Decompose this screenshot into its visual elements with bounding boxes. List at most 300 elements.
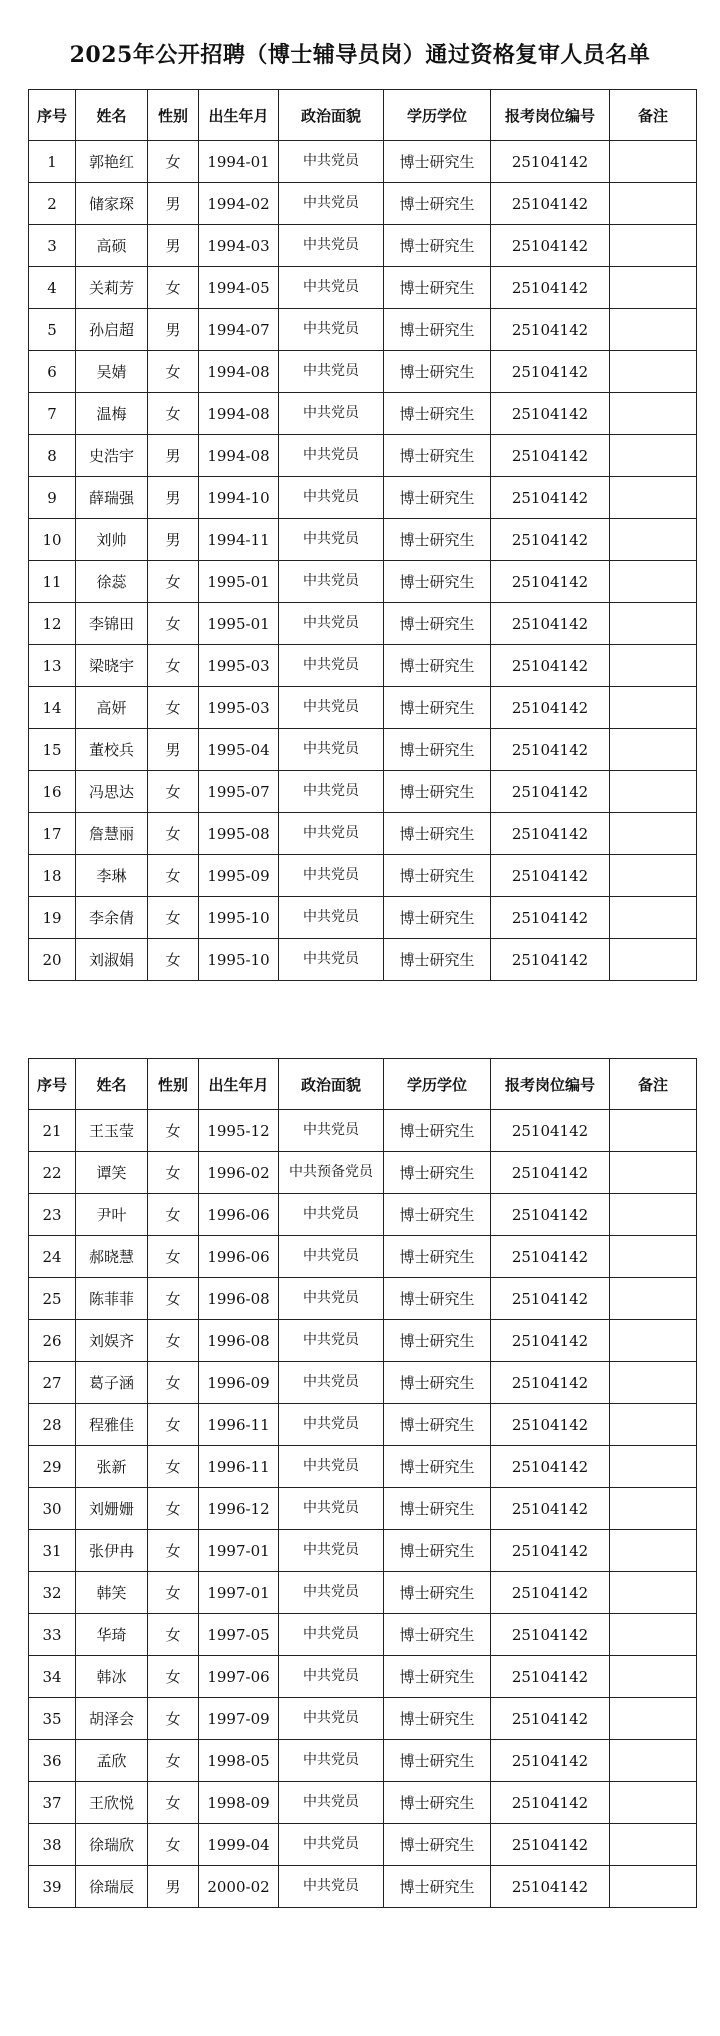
- cell-col-name: 王欣悦: [76, 1782, 148, 1824]
- table-row: [29, 603, 697, 645]
- cell-col-remark: [610, 939, 697, 981]
- cell-col-remark: [610, 561, 697, 603]
- cell-col-remark: [610, 771, 697, 813]
- cell-col-degree: 博士研究生: [384, 1698, 491, 1740]
- cell-col-name: 谭笑: [76, 1152, 148, 1194]
- cell-col-remark: [610, 1572, 697, 1614]
- cell-col-political: 中共党员: [279, 141, 384, 183]
- table-row: [29, 393, 697, 435]
- cell-col-index: 11: [29, 561, 76, 603]
- cell-col-gender: 女: [148, 1110, 199, 1152]
- cell-col-post-code: 25104142: [491, 1446, 610, 1488]
- cell-col-index: 34: [29, 1656, 76, 1698]
- cell-col-name: 刘娱齐: [76, 1320, 148, 1362]
- cell-col-gender: 女: [148, 393, 199, 435]
- cell-col-index: 37: [29, 1782, 76, 1824]
- header-col-degree: 学历学位: [384, 1059, 491, 1110]
- cell-col-name: 李琳: [76, 855, 148, 897]
- table-row: [29, 309, 697, 351]
- cell-col-index: 6: [29, 351, 76, 393]
- cell-col-political: 中共党员: [279, 813, 384, 855]
- cell-col-remark: [610, 1740, 697, 1782]
- cell-col-political: 中共党员: [279, 687, 384, 729]
- cell-col-degree: 博士研究生: [384, 519, 491, 561]
- cell-col-political: 中共党员: [279, 603, 384, 645]
- cell-col-gender: 女: [148, 1488, 199, 1530]
- table-row: [29, 351, 697, 393]
- cell-col-degree: 博士研究生: [384, 435, 491, 477]
- cell-col-political: 中共党员: [279, 183, 384, 225]
- cell-col-post-code: 25104142: [491, 1236, 610, 1278]
- cell-col-name: 程雅佳: [76, 1404, 148, 1446]
- cell-col-remark: [610, 1656, 697, 1698]
- table-row: [29, 1866, 697, 1908]
- cell-col-birth: 1995-03: [199, 687, 279, 729]
- cell-col-degree: 博士研究生: [384, 813, 491, 855]
- cell-col-gender: 女: [148, 855, 199, 897]
- cell-col-birth: 1996-11: [199, 1404, 279, 1446]
- cell-col-index: 14: [29, 687, 76, 729]
- cell-col-remark: [610, 645, 697, 687]
- cell-col-political: 中共党员: [279, 1320, 384, 1362]
- cell-col-birth: 1995-12: [199, 1110, 279, 1152]
- cell-col-post-code: 25104142: [491, 183, 610, 225]
- header-col-political: 政治面貌: [279, 90, 384, 141]
- cell-col-remark: [610, 309, 697, 351]
- cell-col-gender: 男: [148, 435, 199, 477]
- cell-col-index: 36: [29, 1740, 76, 1782]
- cell-col-post-code: 25104142: [491, 1824, 610, 1866]
- cell-col-birth: 1995-01: [199, 561, 279, 603]
- cell-col-birth: 1994-08: [199, 435, 279, 477]
- cell-col-degree: 博士研究生: [384, 771, 491, 813]
- table-row: [29, 729, 697, 771]
- cell-col-political: 中共党员: [279, 1572, 384, 1614]
- cell-col-birth: 1995-07: [199, 771, 279, 813]
- table-header-row: [29, 1059, 697, 1110]
- cell-col-birth: 1996-06: [199, 1236, 279, 1278]
- table-row: [29, 771, 697, 813]
- cell-col-gender: 男: [148, 183, 199, 225]
- cell-col-political: 中共党员: [279, 225, 384, 267]
- cell-col-name: 孟欣: [76, 1740, 148, 1782]
- cell-col-degree: 博士研究生: [384, 351, 491, 393]
- cell-col-index: 19: [29, 897, 76, 939]
- cell-col-post-code: 25104142: [491, 225, 610, 267]
- table-row: [29, 477, 697, 519]
- cell-col-political: 中共党员: [279, 1698, 384, 1740]
- cell-col-degree: 博士研究生: [384, 1572, 491, 1614]
- cell-col-political: 中共党员: [279, 435, 384, 477]
- cell-col-name: 王玉莹: [76, 1110, 148, 1152]
- cell-col-index: 18: [29, 855, 76, 897]
- cell-col-birth: 1997-09: [199, 1698, 279, 1740]
- cell-col-birth: 2000-02: [199, 1866, 279, 1908]
- cell-col-gender: 女: [148, 267, 199, 309]
- cell-col-remark: [610, 183, 697, 225]
- cell-col-name: 张新: [76, 1446, 148, 1488]
- cell-col-birth: 1996-06: [199, 1194, 279, 1236]
- cell-col-birth: 1996-11: [199, 1446, 279, 1488]
- cell-col-degree: 博士研究生: [384, 1530, 491, 1572]
- cell-col-political: 中共党员: [279, 1488, 384, 1530]
- cell-col-post-code: 25104142: [491, 729, 610, 771]
- cell-col-post-code: 25104142: [491, 1740, 610, 1782]
- candidate-table-2: [28, 1058, 697, 1908]
- cell-col-post-code: 25104142: [491, 309, 610, 351]
- cell-col-gender: 女: [148, 1656, 199, 1698]
- header-col-gender: 性别: [148, 90, 199, 141]
- cell-col-name: 储家琛: [76, 183, 148, 225]
- table-row: [29, 1194, 697, 1236]
- cell-col-remark: [610, 477, 697, 519]
- cell-col-name: 高妍: [76, 687, 148, 729]
- cell-col-gender: 女: [148, 1446, 199, 1488]
- cell-col-political: 中共党员: [279, 855, 384, 897]
- cell-col-birth: 1994-11: [199, 519, 279, 561]
- cell-col-name: 高硕: [76, 225, 148, 267]
- cell-col-remark: [610, 1824, 697, 1866]
- cell-col-gender: 女: [148, 1572, 199, 1614]
- cell-col-remark: [610, 1866, 697, 1908]
- cell-col-post-code: 25104142: [491, 1404, 610, 1446]
- table-row: [29, 1656, 697, 1698]
- cell-col-remark: [610, 141, 697, 183]
- cell-col-political: 中共预备党员: [279, 1152, 384, 1194]
- cell-col-index: 5: [29, 309, 76, 351]
- cell-col-remark: [610, 1152, 697, 1194]
- cell-col-degree: 博士研究生: [384, 855, 491, 897]
- cell-col-name: 关莉芳: [76, 267, 148, 309]
- cell-col-political: 中共党员: [279, 1656, 384, 1698]
- cell-col-index: 25: [29, 1278, 76, 1320]
- table-row: [29, 1404, 697, 1446]
- cell-col-political: 中共党员: [279, 1740, 384, 1782]
- cell-col-birth: 1995-09: [199, 855, 279, 897]
- cell-col-name: 徐瑞欣: [76, 1824, 148, 1866]
- cell-col-degree: 博士研究生: [384, 225, 491, 267]
- cell-col-index: 33: [29, 1614, 76, 1656]
- table-row: [29, 1824, 697, 1866]
- cell-col-gender: 男: [148, 225, 199, 267]
- cell-col-name: 梁晓宇: [76, 645, 148, 687]
- cell-col-index: 7: [29, 393, 76, 435]
- cell-col-index: 27: [29, 1362, 76, 1404]
- header-col-post-code: 报考岗位编号: [491, 90, 610, 141]
- header-col-degree: 学历学位: [384, 90, 491, 141]
- table-header-row: [29, 90, 697, 141]
- cell-col-index: 9: [29, 477, 76, 519]
- cell-col-degree: 博士研究生: [384, 1362, 491, 1404]
- cell-col-birth: 1995-08: [199, 813, 279, 855]
- cell-col-index: 12: [29, 603, 76, 645]
- cell-col-gender: 女: [148, 1236, 199, 1278]
- cell-col-index: 35: [29, 1698, 76, 1740]
- cell-col-name: 刘帅: [76, 519, 148, 561]
- cell-col-birth: 1998-05: [199, 1740, 279, 1782]
- cell-col-name: 郭艳红: [76, 141, 148, 183]
- cell-col-name: 刘淑娟: [76, 939, 148, 981]
- cell-col-political: 中共党员: [279, 1194, 384, 1236]
- table-row: [29, 855, 697, 897]
- cell-col-gender: 女: [148, 645, 199, 687]
- cell-col-degree: 博士研究生: [384, 477, 491, 519]
- cell-col-index: 2: [29, 183, 76, 225]
- cell-col-post-code: 25104142: [491, 1572, 610, 1614]
- header-col-birth: 出生年月: [199, 1059, 279, 1110]
- cell-col-political: 中共党员: [279, 309, 384, 351]
- cell-col-birth: 1997-06: [199, 1656, 279, 1698]
- cell-col-index: 15: [29, 729, 76, 771]
- cell-col-degree: 博士研究生: [384, 939, 491, 981]
- cell-col-post-code: 25104142: [491, 939, 610, 981]
- cell-col-post-code: 25104142: [491, 1110, 610, 1152]
- cell-col-remark: [610, 1320, 697, 1362]
- cell-col-degree: 博士研究生: [384, 1740, 491, 1782]
- cell-col-index: 28: [29, 1404, 76, 1446]
- cell-col-degree: 博士研究生: [384, 1656, 491, 1698]
- cell-col-gender: 男: [148, 729, 199, 771]
- cell-col-index: 1: [29, 141, 76, 183]
- table-row: [29, 687, 697, 729]
- cell-col-degree: 博士研究生: [384, 309, 491, 351]
- cell-col-birth: 1994-08: [199, 351, 279, 393]
- cell-col-name: 徐蕊: [76, 561, 148, 603]
- cell-col-index: 10: [29, 519, 76, 561]
- cell-col-gender: 女: [148, 813, 199, 855]
- cell-col-post-code: 25104142: [491, 1530, 610, 1572]
- cell-col-name: 胡泽会: [76, 1698, 148, 1740]
- cell-col-remark: [610, 855, 697, 897]
- cell-col-index: 22: [29, 1152, 76, 1194]
- cell-col-degree: 博士研究生: [384, 1488, 491, 1530]
- cell-col-degree: 博士研究生: [384, 1236, 491, 1278]
- cell-col-remark: [610, 435, 697, 477]
- cell-col-gender: 女: [148, 1698, 199, 1740]
- cell-col-political: 中共党员: [279, 267, 384, 309]
- cell-col-political: 中共党员: [279, 771, 384, 813]
- cell-col-birth: 1996-02: [199, 1152, 279, 1194]
- cell-col-birth: 1994-02: [199, 183, 279, 225]
- cell-col-degree: 博士研究生: [384, 1110, 491, 1152]
- cell-col-post-code: 25104142: [491, 1866, 610, 1908]
- cell-col-post-code: 25104142: [491, 1782, 610, 1824]
- cell-col-birth: 1996-12: [199, 1488, 279, 1530]
- cell-col-post-code: 25104142: [491, 897, 610, 939]
- cell-col-birth: 1995-04: [199, 729, 279, 771]
- cell-col-degree: 博士研究生: [384, 561, 491, 603]
- cell-col-birth: 1994-05: [199, 267, 279, 309]
- table-row: [29, 939, 697, 981]
- cell-col-birth: 1995-03: [199, 645, 279, 687]
- cell-col-index: 39: [29, 1866, 76, 1908]
- cell-col-index: 26: [29, 1320, 76, 1362]
- cell-col-political: 中共党员: [279, 1782, 384, 1824]
- cell-col-birth: 1994-01: [199, 141, 279, 183]
- cell-col-gender: 女: [148, 1362, 199, 1404]
- cell-col-birth: 1994-03: [199, 225, 279, 267]
- table-row: [29, 813, 697, 855]
- header-col-name: 姓名: [76, 1059, 148, 1110]
- cell-col-political: 中共党员: [279, 729, 384, 771]
- cell-col-political: 中共党员: [279, 1446, 384, 1488]
- cell-col-gender: 女: [148, 1530, 199, 1572]
- cell-col-name: 华琦: [76, 1614, 148, 1656]
- cell-col-birth: 1996-09: [199, 1362, 279, 1404]
- cell-col-post-code: 25104142: [491, 435, 610, 477]
- table-row: [29, 1446, 697, 1488]
- cell-col-gender: 男: [148, 1866, 199, 1908]
- cell-col-post-code: 25104142: [491, 1320, 610, 1362]
- cell-col-name: 刘姗姗: [76, 1488, 148, 1530]
- cell-col-name: 葛子涵: [76, 1362, 148, 1404]
- cell-col-post-code: 25104142: [491, 1152, 610, 1194]
- cell-col-political: 中共党员: [279, 1362, 384, 1404]
- cell-col-gender: 女: [148, 771, 199, 813]
- cell-col-degree: 博士研究生: [384, 1446, 491, 1488]
- header-col-name: 姓名: [76, 90, 148, 141]
- header-col-index: 序号: [29, 90, 76, 141]
- cell-col-name: 董校兵: [76, 729, 148, 771]
- cell-col-post-code: 25104142: [491, 687, 610, 729]
- table-row: [29, 1320, 697, 1362]
- cell-col-remark: [610, 603, 697, 645]
- cell-col-political: 中共党员: [279, 1530, 384, 1572]
- header-col-birth: 出生年月: [199, 90, 279, 141]
- cell-col-birth: 1997-01: [199, 1530, 279, 1572]
- table-row: [29, 141, 697, 183]
- cell-col-gender: 女: [148, 603, 199, 645]
- cell-col-political: 中共党员: [279, 393, 384, 435]
- cell-col-political: 中共党员: [279, 1614, 384, 1656]
- cell-col-political: 中共党员: [279, 1110, 384, 1152]
- cell-col-name: 詹慧丽: [76, 813, 148, 855]
- table-row: [29, 1236, 697, 1278]
- table-row: [29, 1110, 697, 1152]
- cell-col-political: 中共党员: [279, 561, 384, 603]
- cell-col-remark: [610, 1782, 697, 1824]
- cell-col-gender: 女: [148, 1194, 199, 1236]
- cell-col-post-code: 25104142: [491, 1488, 610, 1530]
- cell-col-remark: [610, 1698, 697, 1740]
- candidate-table-1: [28, 89, 697, 981]
- cell-col-political: 中共党员: [279, 1866, 384, 1908]
- cell-col-remark: [610, 897, 697, 939]
- cell-col-remark: [610, 267, 697, 309]
- cell-col-degree: 博士研究生: [384, 141, 491, 183]
- cell-col-gender: 女: [148, 351, 199, 393]
- cell-col-post-code: 25104142: [491, 267, 610, 309]
- cell-col-remark: [610, 1446, 697, 1488]
- cell-col-index: 30: [29, 1488, 76, 1530]
- cell-col-gender: 女: [148, 1782, 199, 1824]
- cell-col-gender: 女: [148, 561, 199, 603]
- cell-col-degree: 博士研究生: [384, 1152, 491, 1194]
- cell-col-gender: 女: [148, 141, 199, 183]
- cell-col-birth: 1994-07: [199, 309, 279, 351]
- cell-col-remark: [610, 1530, 697, 1572]
- cell-col-remark: [610, 1488, 697, 1530]
- cell-col-index: 32: [29, 1572, 76, 1614]
- cell-col-post-code: 25104142: [491, 1278, 610, 1320]
- cell-col-post-code: 25104142: [491, 519, 610, 561]
- table-row: [29, 1152, 697, 1194]
- cell-col-political: 中共党员: [279, 351, 384, 393]
- cell-col-birth: 1995-01: [199, 603, 279, 645]
- table-row: [29, 1530, 697, 1572]
- cell-col-name: 吴婧: [76, 351, 148, 393]
- table-row: [29, 561, 697, 603]
- header-col-gender: 性别: [148, 1059, 199, 1110]
- cell-col-gender: 女: [148, 1320, 199, 1362]
- cell-col-name: 孙启超: [76, 309, 148, 351]
- cell-col-remark: [610, 687, 697, 729]
- table-row: [29, 645, 697, 687]
- cell-col-remark: [610, 225, 697, 267]
- cell-col-political: 中共党员: [279, 1404, 384, 1446]
- cell-col-index: 21: [29, 1110, 76, 1152]
- cell-col-name: 徐瑞辰: [76, 1866, 148, 1908]
- table-row: [29, 225, 697, 267]
- cell-col-name: 陈菲菲: [76, 1278, 148, 1320]
- cell-col-degree: 博士研究生: [384, 729, 491, 771]
- cell-col-index: 8: [29, 435, 76, 477]
- cell-col-degree: 博士研究生: [384, 1614, 491, 1656]
- cell-col-birth: 1997-01: [199, 1572, 279, 1614]
- cell-col-degree: 博士研究生: [384, 645, 491, 687]
- table-row: [29, 183, 697, 225]
- table-row: [29, 1740, 697, 1782]
- cell-col-gender: 女: [148, 1614, 199, 1656]
- table-row: [29, 1614, 697, 1656]
- cell-col-post-code: 25104142: [491, 1656, 610, 1698]
- cell-col-name: 张伊冉: [76, 1530, 148, 1572]
- cell-col-index: 13: [29, 645, 76, 687]
- cell-col-index: 29: [29, 1446, 76, 1488]
- cell-col-degree: 博士研究生: [384, 393, 491, 435]
- header-col-index: 序号: [29, 1059, 76, 1110]
- cell-col-index: 38: [29, 1824, 76, 1866]
- cell-col-post-code: 25104142: [491, 1194, 610, 1236]
- cell-col-post-code: 25104142: [491, 1698, 610, 1740]
- cell-col-index: 3: [29, 225, 76, 267]
- cell-col-remark: [610, 1614, 697, 1656]
- table-row: [29, 1278, 697, 1320]
- cell-col-degree: 博士研究生: [384, 603, 491, 645]
- cell-col-birth: 1996-08: [199, 1320, 279, 1362]
- table-row: [29, 435, 697, 477]
- cell-col-post-code: 25104142: [491, 393, 610, 435]
- cell-col-index: 4: [29, 267, 76, 309]
- cell-col-index: 31: [29, 1530, 76, 1572]
- cell-col-degree: 博士研究生: [384, 183, 491, 225]
- cell-col-index: 17: [29, 813, 76, 855]
- cell-col-name: 李余倩: [76, 897, 148, 939]
- cell-col-name: 薛瑞强: [76, 477, 148, 519]
- cell-col-birth: 1995-10: [199, 939, 279, 981]
- table-row: [29, 267, 697, 309]
- cell-col-name: 尹叶: [76, 1194, 148, 1236]
- cell-col-degree: 博士研究生: [384, 1320, 491, 1362]
- cell-col-birth: 1999-04: [199, 1824, 279, 1866]
- table-row: [29, 897, 697, 939]
- cell-col-gender: 男: [148, 477, 199, 519]
- cell-col-index: 23: [29, 1194, 76, 1236]
- cell-col-name: 韩笑: [76, 1572, 148, 1614]
- cell-col-remark: [610, 1362, 697, 1404]
- cell-col-index: 20: [29, 939, 76, 981]
- cell-col-post-code: 25104142: [491, 561, 610, 603]
